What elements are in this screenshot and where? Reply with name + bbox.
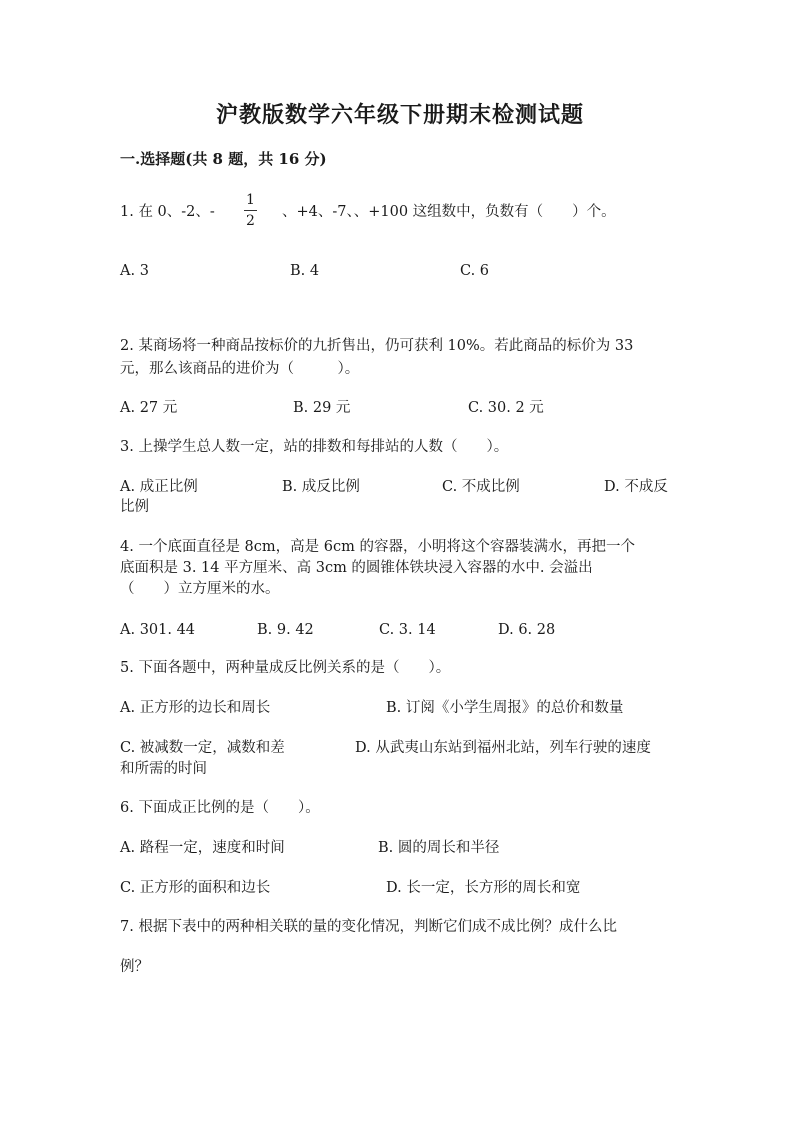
fraction-denominator: 2 — [246, 213, 255, 229]
question-4-line-1: 4. 一个底面直径是 8cm，高是 6cm 的容器，小明将这个容器装满水，再把一个 — [120, 539, 635, 555]
question-1-option-b: B. 4 — [290, 263, 320, 279]
question-2-option-b: B. 29 元 — [293, 400, 351, 416]
section-heading: 一.选择题(共 8 题，共 16 分) — [120, 150, 327, 168]
question-1-suffix: 、+4、-7、、+100 这组数中，负数有（ ）个。 — [282, 204, 616, 220]
question-1-option-c: C. 6 — [460, 263, 490, 279]
question-4-option-a: A. 301. 44 — [120, 622, 196, 638]
question-5-option-b: B. 订阅《小学生周报》的总价和数量 — [386, 700, 624, 716]
question-3-option-b: B. 成反比例 — [282, 479, 360, 495]
question-5-line-1: 5. 下面各题中，两种量成反比例关系的是（ ）。 — [120, 660, 451, 676]
question-2-option-a: A. 27 元 — [120, 400, 178, 416]
question-6-option-b: B. 圆的周长和半径 — [378, 840, 500, 856]
question-6-option-c: C. 正方形的面积和边长 — [120, 880, 271, 896]
question-6-option-a: A. 路程一定，速度和时间 — [120, 840, 285, 856]
question-5-option-c: C. 被减数一定，减数和差 — [120, 740, 285, 756]
fraction-numerator: 1 — [246, 192, 255, 208]
question-3-option-c: C. 不成比例 — [442, 479, 520, 495]
question-4-line-2: 底面积是 3. 14 平方厘米、高 3cm 的圆锥体铁块浸入容器的水中. 会溢出 — [120, 560, 593, 576]
fraction-one-half — [244, 191, 257, 230]
fraction-bar — [244, 210, 257, 211]
question-2-line-2: 元，那么该商品的进价为（ ）。 — [120, 361, 360, 377]
question-5-option-a: A. 正方形的边长和周长 — [120, 700, 271, 716]
question-3-option-d-wrap: 比例 — [120, 499, 149, 515]
question-4-option-c: C. 3. 14 — [379, 622, 436, 638]
question-6-line-1: 6. 下面成正比例的是（ ）。 — [120, 800, 320, 816]
question-7-line-2: 例？ — [120, 959, 149, 975]
question-4-option-d: D. 6. 28 — [498, 622, 556, 638]
question-5-option-d-wrap: 和所需的时间 — [120, 761, 207, 777]
page-title: 沪教版数学六年级下册期末检测试题 — [215, 102, 584, 128]
question-1-prefix: 1. 在 0、-2、- — [120, 204, 215, 220]
question-4-option-b: B. 9. 42 — [257, 622, 314, 638]
question-3-line-1: 3. 上操学生总人数一定，站的排数和每排站的人数（ ）。 — [120, 439, 509, 455]
question-3-option-a: A. 成正比例 — [120, 479, 198, 495]
question-2-option-c: C. 30. 2 元 — [468, 400, 544, 416]
question-2-line-1: 2. 某商场将一种商品按标价的九折售出，仍可获利 10%。若此商品的标价为 33 — [120, 338, 634, 354]
question-5-option-d: D. 从武夷山东站到福州北站，列车行驶的速度 — [355, 740, 651, 756]
question-3-option-d: D. 不成反 — [604, 479, 668, 495]
question-4-line-3: （ ）立方厘米的水。 — [120, 581, 280, 597]
question-7-line-1: 7. 根据下表中的两种相关联的量的变化情况，判断它们成不成比例？成什么比 — [120, 919, 617, 935]
question-6-option-d: D. 长一定，长方形的周长和宽 — [386, 880, 581, 896]
question-1-option-a: A. 3 — [120, 263, 149, 279]
